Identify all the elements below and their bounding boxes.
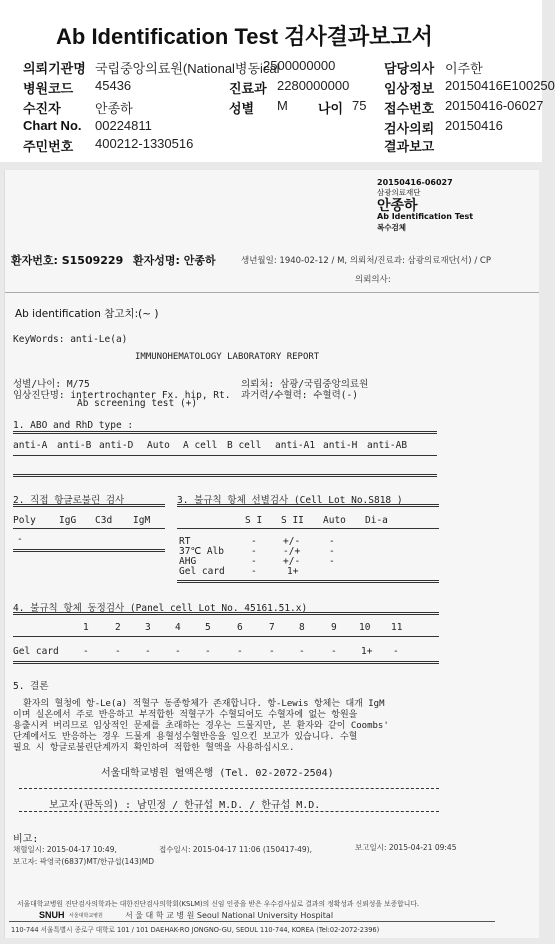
abo-col: anti-H <box>323 440 358 451</box>
panel-col: 10 <box>359 622 371 633</box>
panel-cell: - <box>175 646 181 657</box>
value-sex: M <box>277 98 288 113</box>
value-attending-doctor: 이주한 <box>445 61 483 76</box>
stamp-institution: 삼광의료재단 <box>377 188 421 197</box>
label-requesting-institution: 의뢰기관명 <box>23 61 86 76</box>
abo-col: Auto <box>147 440 170 451</box>
screen-cell: 1+ <box>287 566 299 577</box>
section-dat-title: 2. 직접 항글로불린 검사 <box>13 495 125 506</box>
panel-col: 3 <box>145 622 151 633</box>
dat-col: C3d <box>95 515 113 526</box>
value-clinical-info: 20150416E100250 <box>445 78 555 93</box>
report-title: Ab Identification Test 검사결과보고서 <box>56 24 433 49</box>
panel-col: 8 <box>299 622 305 633</box>
reference-title: Ab identification 참고치:(~ ) <box>15 308 159 320</box>
screen-row-label: RT <box>179 536 191 547</box>
panel-col: 4 <box>175 622 181 633</box>
value-resident-no: 400212-1330516 <box>95 136 194 151</box>
remark-label: 비고: <box>13 834 39 845</box>
panel-col: 9 <box>331 622 337 633</box>
requesting-doctor: 의뢰의사: <box>355 275 391 285</box>
stamp-receipt: 20150416-06027 <box>377 178 453 187</box>
conclusion-line: 단계에서도 반응하는 경우 드물게 용혈성수혈반응을 일으킨 보고가 있습니다. 수혈 <box>13 732 358 742</box>
panel-col: 7 <box>269 622 275 633</box>
value-requesting-institution: 국립중앙의료원(National병동ical <box>95 61 280 76</box>
screen-cell: - <box>329 556 335 567</box>
value-test-request: 20150416 <box>445 118 503 133</box>
dat-col: IgM <box>133 515 151 526</box>
abo-col: A cell <box>183 440 218 451</box>
panel-cell: - <box>299 646 305 657</box>
conclusion-line: 필요 시 항글로불린단계까지 확인하여 적합한 혈액을 사용하십시오. <box>13 743 295 753</box>
section-screening-title: 3. 불규칙 항체 선별검사 (Cell Lot No.S818 ) <box>177 495 403 506</box>
label-age: 나이 <box>318 101 344 116</box>
panel-cell: - <box>393 646 399 657</box>
snuh-logo: SNUH <box>39 910 65 920</box>
receive-time: 접수일시: 2015-04-17 11:06 (150417-49), <box>159 845 312 854</box>
lab-report-title: IMMUNOHEMATOLOGY LABORATORY REPORT <box>135 352 320 362</box>
value-department: 2280000000 <box>277 78 350 93</box>
stamp-patient-name: 안종하 <box>377 198 418 214</box>
history: 과거력/수혈력: 수혈력(-) <box>241 390 358 401</box>
conclusion-line: 환자의 혈청에 항-Le(a) 적혈구 동종항체가 존재합니다. 항-Lewis 항체는 대개 IgM <box>23 699 385 709</box>
screen-cell: - <box>329 546 335 557</box>
label-clinical-info: 임상정보 <box>384 81 435 96</box>
value-receipt-no: 20150416-06027 <box>445 98 544 113</box>
panel-cell: - <box>269 646 275 657</box>
report-time: 보고일시: 2015-04-21 09:45 <box>355 843 457 852</box>
reporter: 보고자(판독의) : 남민정 / 한규섭 M.D. / 한규섭 M.D. <box>49 800 321 811</box>
panel-col: 11 <box>391 622 403 633</box>
panel-col: 2 <box>115 622 121 633</box>
abo-col: anti-B <box>57 440 92 451</box>
abo-col: anti-AB <box>367 440 408 451</box>
screen-cell: - <box>251 536 257 547</box>
label-sex: 성별 <box>229 101 255 116</box>
panel-cell: - <box>237 646 243 657</box>
screen-cell: - <box>251 546 257 557</box>
certification-notice: 서울대학교병원 진단검사의학과는 대한진단검사의학회(KSLM)의 신임 인증을 받은 우수검사실로 결과의 정확성과 신뢰성을 보증합니다. <box>17 900 420 908</box>
section-panel-title: 4. 불규칙 항체 동정검사 (Panel cell Lot No. 45161.51.x) <box>13 603 308 614</box>
patient-info: 생년월일: 1940-02-12 / M, 의뢰처/진료과: 삼광의료재단(서) / CP <box>241 256 491 266</box>
screen-row-label: 37℃ Alb <box>179 546 224 557</box>
label-result-report: 결과보고 <box>384 139 435 154</box>
report-header <box>0 0 555 162</box>
value-ward-code: 2500000000 <box>263 58 336 73</box>
panel-cell: - <box>115 646 121 657</box>
section-abo-title: 1. ABO and RhD type : <box>13 420 134 431</box>
value-patient: 안종하 <box>95 101 133 116</box>
diagnosis: 임상진단명: intertrochanter Fx. hip, Rt. <box>13 390 231 401</box>
screen-cell: +/- <box>283 556 301 567</box>
snuh-logo-sub: 서울대학교병원 <box>69 913 103 919</box>
section-conclusion-title: 5. 결론 <box>13 681 49 692</box>
screen-cell: - <box>251 556 257 567</box>
dat-col: IgG <box>59 515 77 526</box>
panel-col: 6 <box>237 622 243 633</box>
value-hospital-code: 45436 <box>95 78 132 93</box>
screen-cell: - <box>329 536 335 547</box>
screen-col: Auto <box>323 515 346 526</box>
sex-age: 성별/나이: M/75 <box>13 379 90 390</box>
requester: 의뢰처: 삼광/국립중앙의료원 <box>241 379 369 390</box>
stamp-test: Ab Identification Test <box>377 212 474 221</box>
label-attending-doctor: 담당의사 <box>384 61 435 76</box>
label-patient: 수진자 <box>23 101 61 116</box>
abo-col: anti-A1 <box>275 440 316 451</box>
label-hospital-code: 병원코드 <box>23 81 74 96</box>
screen-cell: -/+ <box>283 546 301 557</box>
value-chart-no: 00224811 <box>95 118 152 133</box>
conclusion-line: 이며 실온에서 주로 반응하고 부적합한 적혈구가 수혈되어도 수혈자에 없는 항원을 <box>13 710 358 720</box>
panel-cell: - <box>205 646 211 657</box>
scanned-report <box>4 170 539 938</box>
label-test-request: 검사의뢰 <box>384 121 435 136</box>
value-age: 75 <box>352 98 367 113</box>
screen-col: Di-a <box>365 515 388 526</box>
panel-cell: 1+ <box>361 646 373 657</box>
conclusion-line: 용출시켜 버리므로 임상적인 문제를 초래하는 경우는 드물지만, 본 환자와 같이 Coombs' <box>13 721 389 731</box>
screen-row-label: Gel card <box>179 566 225 577</box>
panel-col: 5 <box>205 622 211 633</box>
panel-col: 1 <box>83 622 89 633</box>
screen-col: S II <box>281 515 304 526</box>
hospital-address: 110-744 서울특별시 종로구 대학로 101 / 101 DAEHAK-RO JONGNO-GU, SEOUL 110-744, KOREA (Tel:02-2072-2396) <box>11 926 380 934</box>
patient-number: 환자번호: S1509229 <box>11 254 124 267</box>
dat-value: - <box>17 534 23 545</box>
label-chart-no: Chart No. <box>23 118 82 133</box>
abo-col: anti-A <box>13 440 48 451</box>
abo-col: anti-D <box>99 440 134 451</box>
label-receipt-no: 접수번호 <box>384 101 435 116</box>
panel-row-label: Gel card <box>13 646 59 657</box>
panel-cell: - <box>331 646 337 657</box>
lab-reporter: 보고자: 곽영국(6837)MT/한규섭(143)MD <box>13 857 155 866</box>
panel-cell: - <box>145 646 151 657</box>
label-department: 진료과 <box>229 81 267 96</box>
stamp-note: 복수검체 <box>377 223 406 232</box>
abo-col: B cell <box>227 440 262 451</box>
screen-col: S I <box>245 515 263 526</box>
dat-col: Poly <box>13 515 36 526</box>
label-resident-no: 주민번호 <box>23 139 74 154</box>
collect-time: 채혈일시: 2015-04-17 10:49, <box>13 845 117 854</box>
panel-cell: - <box>83 646 89 657</box>
hospital-name: 서 울 대 학 교 병 원 Seoul National University Hospital <box>125 911 334 920</box>
blood-bank-contact: 서울대학교병원 혈액은행 (Tel. 02-2072-2504) <box>101 768 334 779</box>
screen-result: Ab screening test (+) <box>77 398 198 409</box>
screen-row-label: AHG <box>179 556 197 567</box>
patient-name: 환자성명: 안종하 <box>133 254 216 267</box>
keywords: KeyWords: anti-Le(a) <box>13 334 128 345</box>
screen-cell: +/- <box>283 536 301 547</box>
screen-cell: - <box>251 566 257 577</box>
